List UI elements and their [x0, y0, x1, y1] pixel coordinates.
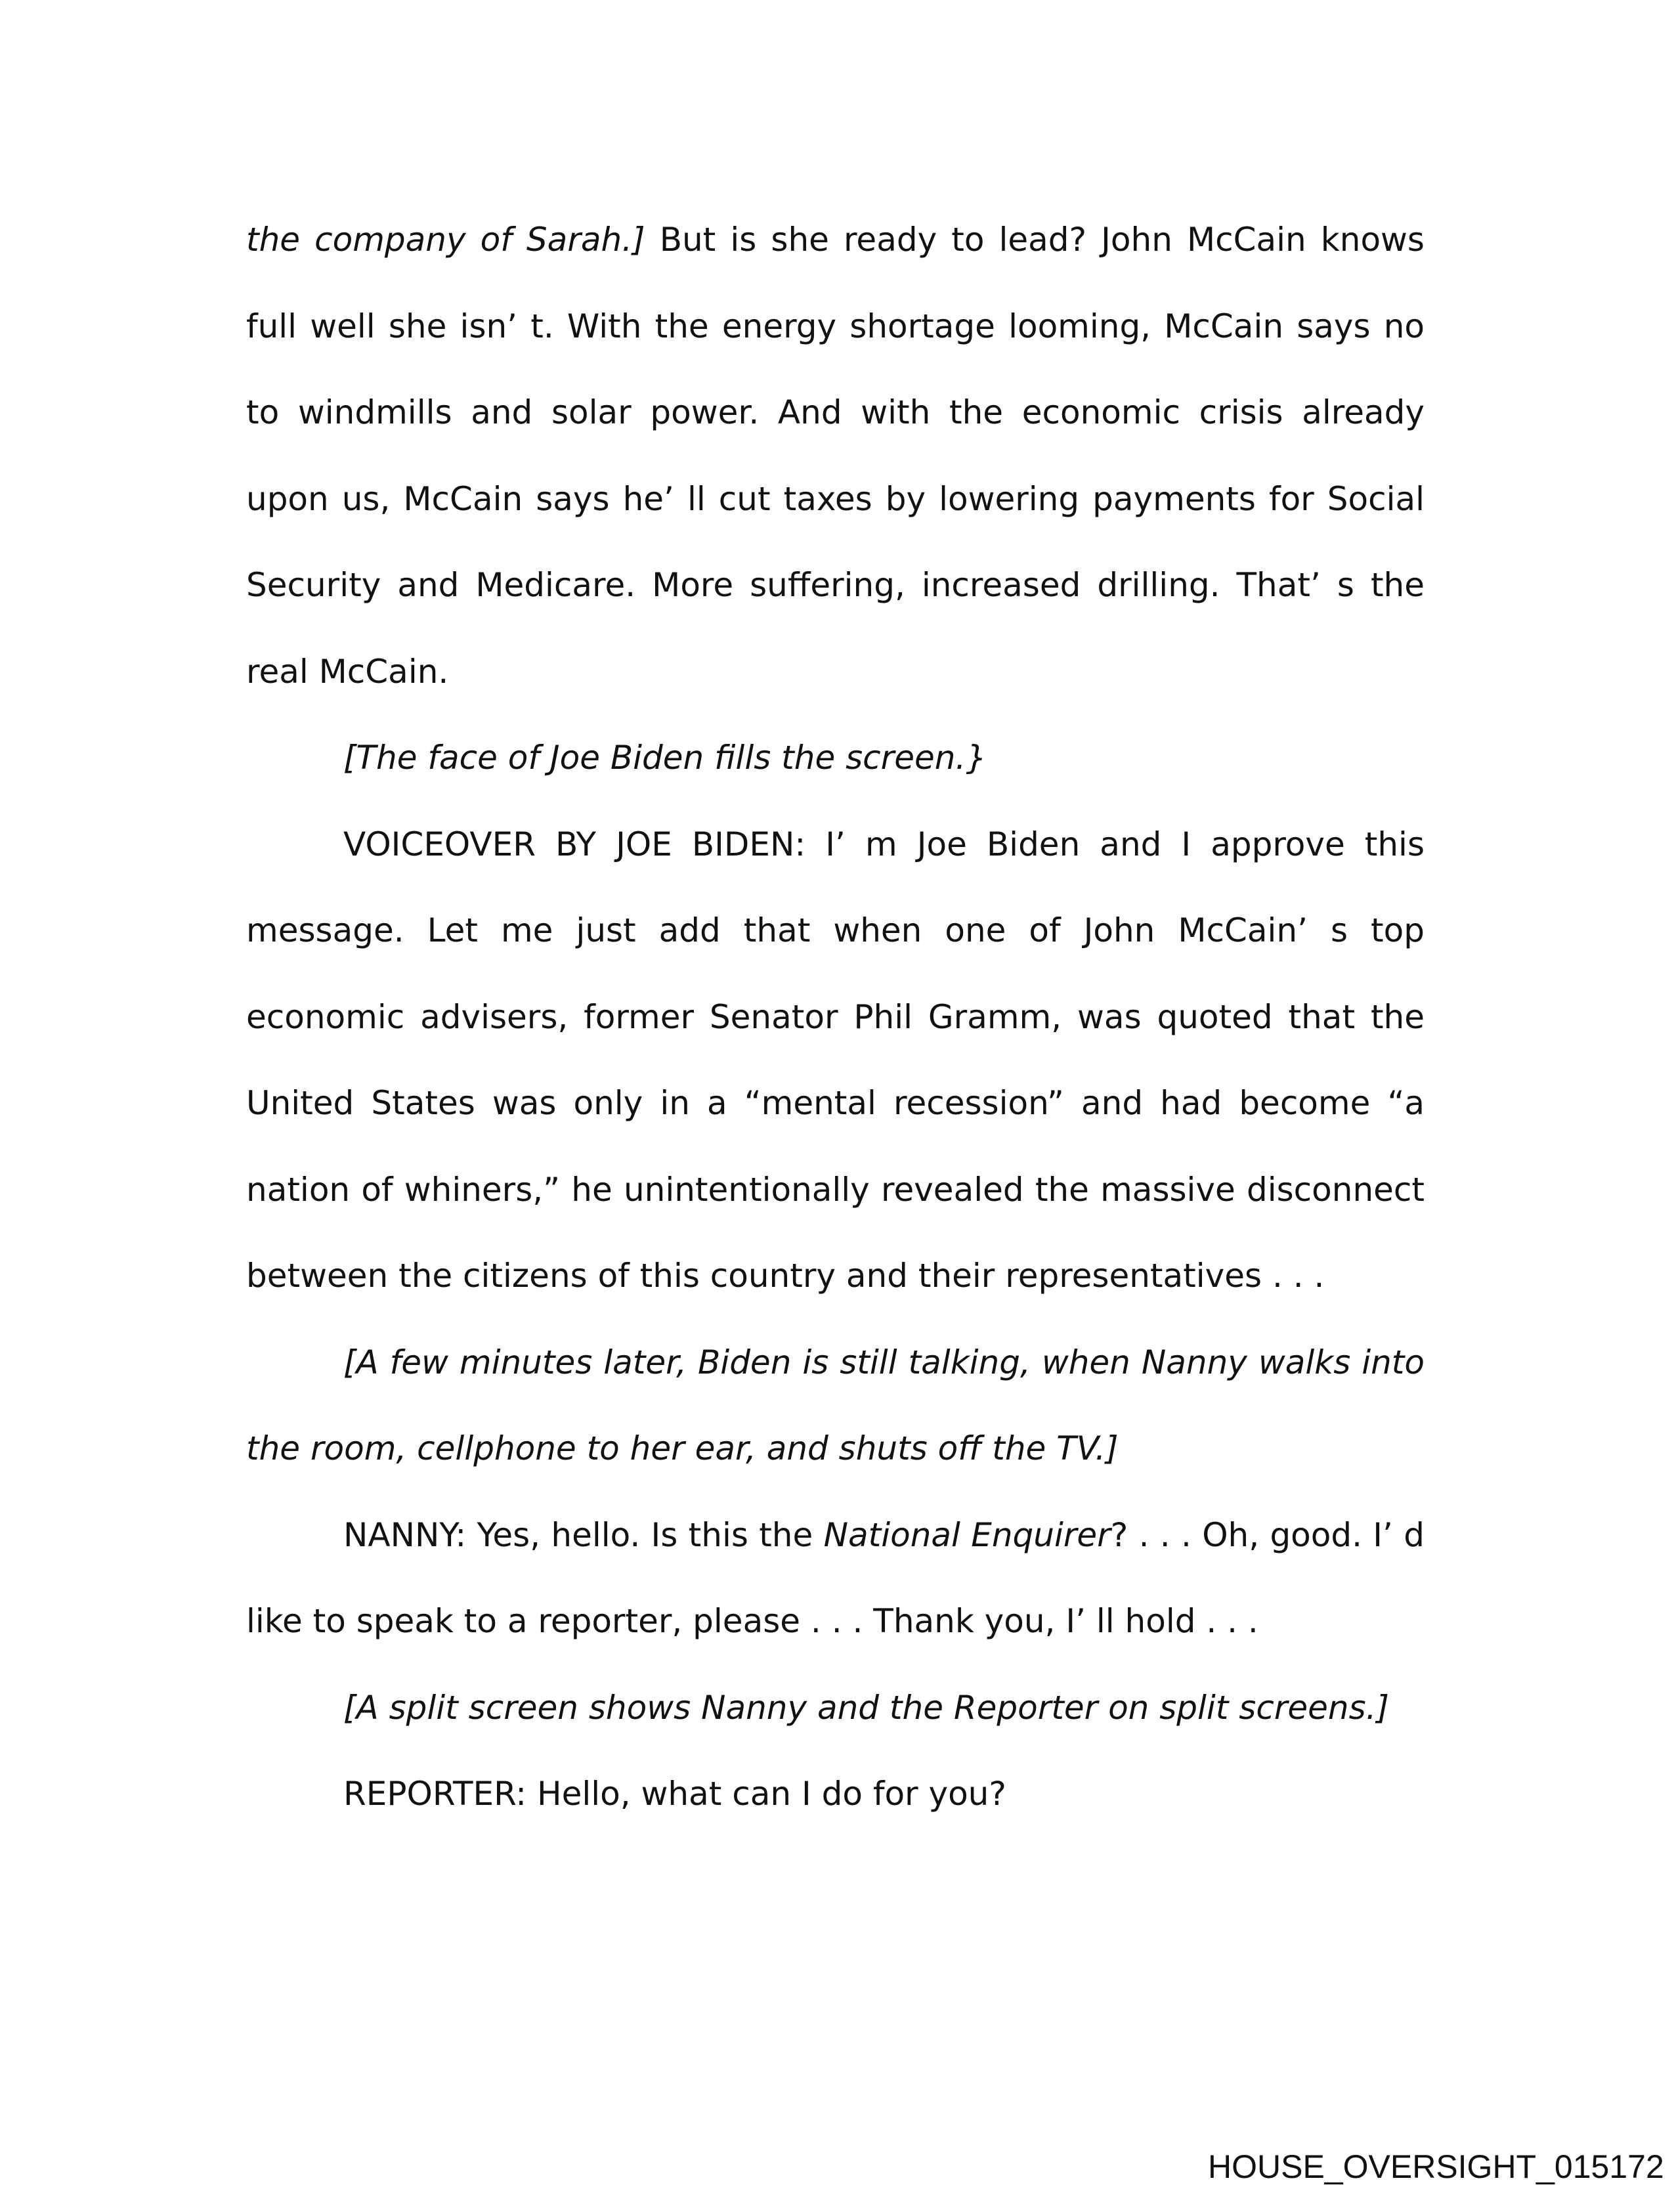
- paragraph-text: But is she ready to lead? John McCain knows full well she isn’ t. With the energy shortage looming, McCain says no to windmills and solar power. And with the economic crisis already upon us, McCain says he’ ll cut taxes by lowering payments for Social Security and Medicare. More suffering, increased drilling. That’ s the real McCain.: [246, 221, 1425, 691]
- stage-direction-text: [The face of Joe Biden fills the screen.}: [343, 739, 987, 777]
- stage-direction-text: [A few minutes later, Biden is still talking, when Nanny walks into the room, cellphone to her ear, and shuts off the TV.]: [246, 1343, 1425, 1467]
- dialogue-nanny: [246, 1492, 1425, 1665]
- stage-direction: [246, 1320, 1425, 1492]
- dialogue-text: VOICEOVER BY JOE BIDEN: I’ m Joe Biden and I approve this message. Let me just add that when one of John McCain’ s top economic advisers, former Senator Phil Gramm, was quoted that the United States was only in a “mental recession” and had become “a nation of whiners,” he unintentionally revealed the massive disconnect between the citizens of this country and their representatives . . .: [246, 825, 1425, 1295]
- stage-direction: [246, 1665, 1425, 1752]
- dialogue-text: NANNY: Yes, hello. Is this the: [343, 1515, 824, 1554]
- dialogue-biden: [246, 802, 1425, 1320]
- stage-direction: [246, 715, 1425, 802]
- stage-direction-text: [A split screen shows Nanny and the Reporter on split screens.]: [343, 1688, 1390, 1727]
- narration-paragraph: [246, 197, 1425, 715]
- dialogue-text: ? . . . Oh, good. I’ d like to speak to a reporter, please . . . Thank you, I’ ll hold . . .: [246, 1515, 1425, 1640]
- publication-title: National Enquirer: [823, 1515, 1111, 1554]
- document-body: [246, 197, 1425, 1838]
- dialogue-reporter: [246, 1751, 1425, 1838]
- stage-direction-fragment: the company of Sarah.]: [246, 221, 645, 259]
- dialogue-text: REPORTER: Hello, what can I do for you?: [343, 1775, 1006, 1813]
- bates-number: HOUSE_OVERSIGHT_015172: [1208, 2148, 1664, 2185]
